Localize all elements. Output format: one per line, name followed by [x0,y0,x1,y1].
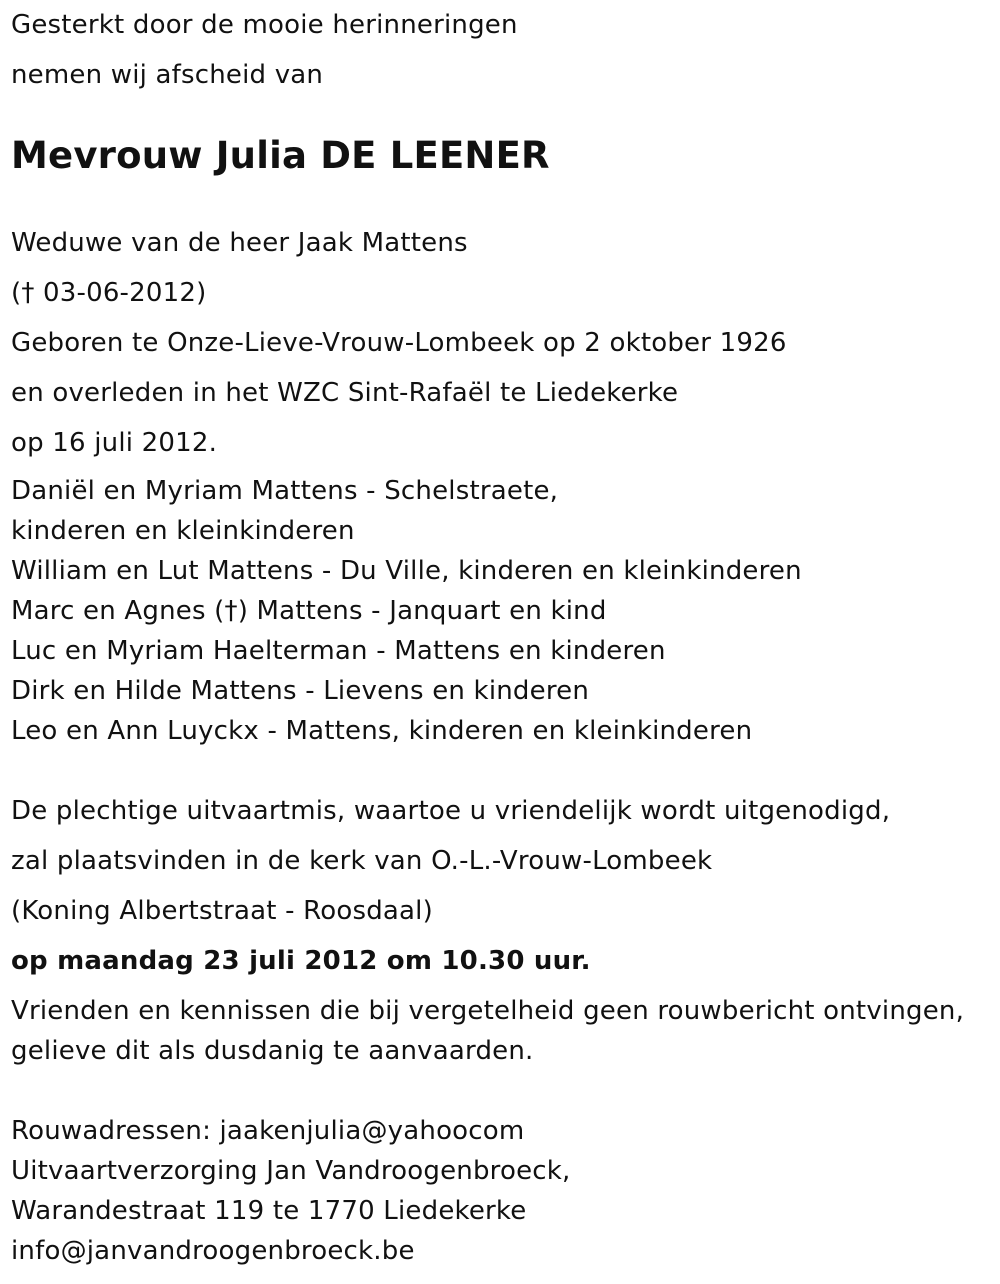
undertaker-street: Warandestraat 119 te 1770 Liedekerke [11,1196,527,1226]
birth-line: Geboren te Onze-Lieve-Vrouw-Lombeek op 2 oktober 1926 [11,328,787,358]
condolence-address: Rouwadressen: jaakenjulia@yahoocom [11,1116,525,1146]
family-line: William en Lut Mattens - Du Ville, kinderen en kleinkinderen [11,556,802,586]
funeral-address: (Koning Albertstraat - Roosdaal) [11,896,433,926]
family-line: Luc en Myriam Haelterman - Mattens en kinderen [11,636,666,666]
intro-line-2: nemen wij afscheid van [11,60,324,90]
family-line: Leo en Ann Luyckx - Mattens, kinderen en kleinkinderen [11,716,753,746]
widow-of-line: Weduwe van de heer Jaak Mattens [11,228,468,258]
funeral-datetime: op maandag 23 juli 2012 om 10.30 uur. [11,946,591,976]
funeral-location: zal plaatsvinden in de kerk van O.-L.-Vrouw-Lombeek [11,846,713,876]
death-date-line: op 16 juli 2012. [11,428,218,458]
family-line: Marc en Agnes (†) Mattens - Janquart en kind [11,596,607,626]
deceased-name: Mevrouw Julia DE LEENER [11,134,550,177]
undertaker-name: Uitvaartverzorging Jan Vandroogenbroeck, [11,1156,571,1186]
family-line: Dirk en Hilde Mattens - Lievens en kinderen [11,676,590,706]
intro-line-1: Gesterkt door de mooie herinneringen [11,10,518,40]
notice-note-2: gelieve dit als dusdanig te aanvaarden. [11,1036,534,1066]
family-line: kinderen en kleinkinderen [11,516,355,546]
notice-note-1: Vrienden en kennissen die bij vergetelheid geen rouwbericht ontvingen, [11,996,965,1026]
death-place-line: en overleden in het WZC Sint-Rafaël te Liedekerke [11,378,679,408]
family-line: Daniël en Myriam Mattens - Schelstraete, [11,476,559,506]
spouse-death-date: († 03-06-2012) [11,278,207,308]
undertaker-email: info@janvandroogenbroeck.be [11,1236,415,1266]
funeral-invitation: De plechtige uitvaartmis, waartoe u vriendelijk wordt uitgenodigd, [11,796,891,826]
